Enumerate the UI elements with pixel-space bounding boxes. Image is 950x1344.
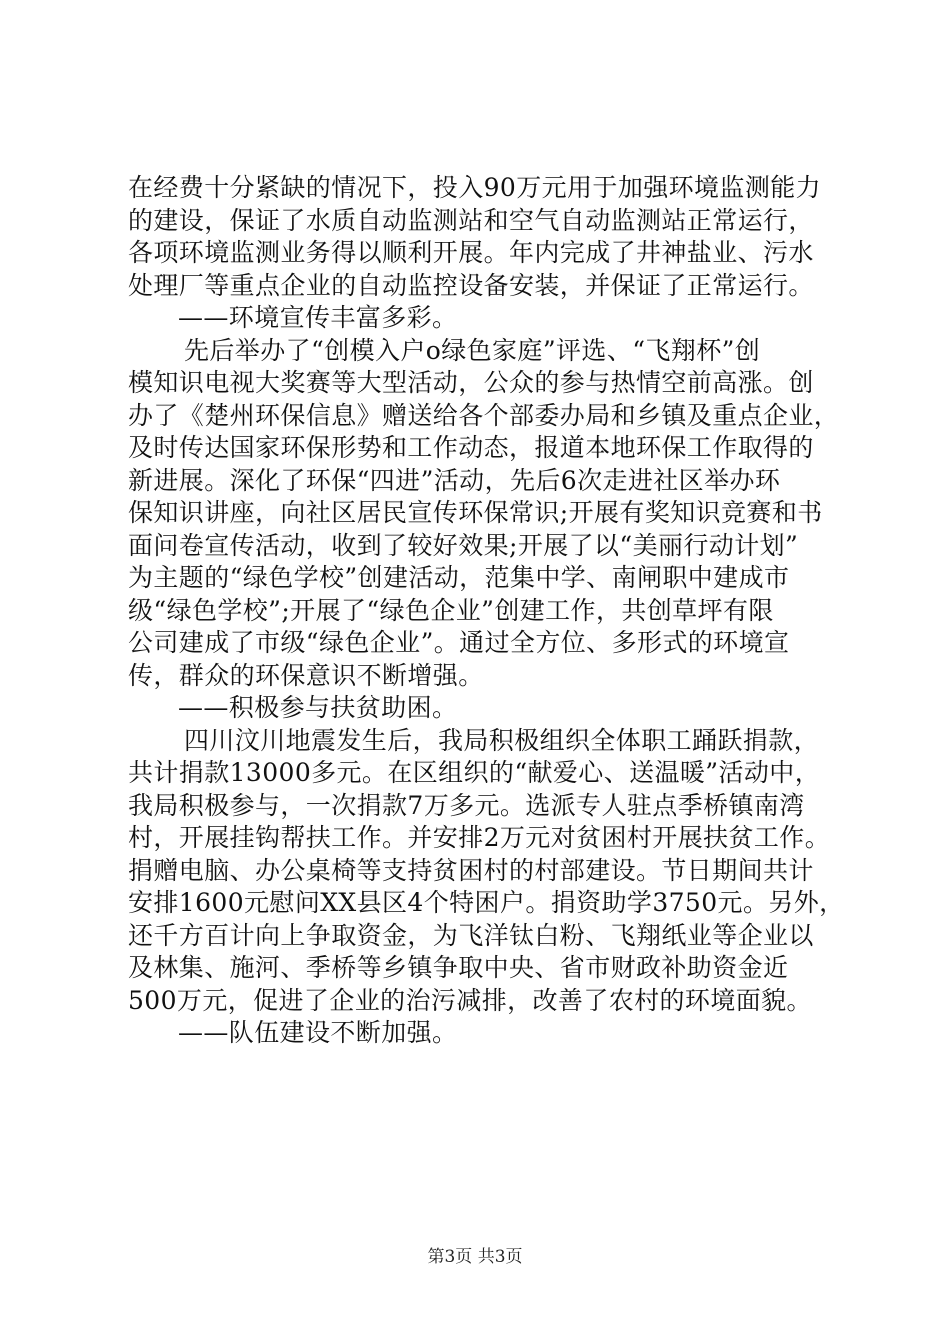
paragraph-line: 保知识讲座，向社区居民宣传环保常识;开展有奖知识竞赛和书 xyxy=(128,498,823,527)
paragraph-line: 共计捐款13000多元。在区组织的“献爱心、送温暖”活动中， xyxy=(128,758,821,787)
paragraph-line: 各项环境监测业务得以顺利开展。年内完成了井神盐业、污水 xyxy=(128,238,814,267)
section-heading: ——环境宣传丰富多彩。 xyxy=(178,303,458,332)
section-heading: ——积极参与扶贫助困。 xyxy=(178,693,458,722)
paragraph-line: 在经费十分紧缺的情况下，投入90万元用于加强环境监测能力 xyxy=(128,173,822,202)
paragraph-line: 级“绿色学校”;开展了“绿色企业”创建工作，共创草坪有限 xyxy=(128,595,774,625)
paragraph-line: 我局积极参与，一次捐款7万多元。选派专人驻点季桥镇南湾 xyxy=(128,790,805,820)
section-heading: ——队伍建设不断加强。 xyxy=(178,1018,458,1047)
page-number-footer: 第3页 共3页 xyxy=(427,1247,523,1267)
paragraph-line: 安排1600元慰问XX县区4个特困户。捐资助学3750元。另外， xyxy=(128,888,845,917)
paragraph-line: 的建设，保证了水质自动监测站和空气自动监测站正常运行， xyxy=(128,205,814,235)
paragraph-line: 还千方百计向上争取资金，为飞洋钛白粉、飞翔纸业等企业以 xyxy=(128,920,814,950)
paragraph-line: 模知识电视大奖赛等大型活动，公众的参与热情空前高涨。创 xyxy=(128,368,814,397)
paragraph-line: 传，群众的环保意识不断增强。 xyxy=(128,660,484,690)
paragraph-line: 四川汶川地震发生后，我局积极组织全体职工踊跃捐款， xyxy=(184,725,820,755)
paragraph-line: 处理厂等重点企业的自动监控设备安装，并保证了正常运行。 xyxy=(128,270,814,300)
paragraph-line: 村，开展挂钩帮扶工作。并安排2万元对贫困村开展扶贫工作。 xyxy=(128,823,831,852)
paragraph-line: 面问卷宣传活动，收到了较好效果;开展了以“美丽行动计划” xyxy=(128,530,799,560)
paragraph-line: 及时传达国家环保形势和工作动态，报道本地环保工作取得的 xyxy=(128,433,814,462)
paragraph-line: 办了《楚州环保信息》赠送给各个部委办局和乡镇及重点企业， xyxy=(128,400,840,430)
paragraph-line: 先后举办了“创模入户o绿色家庭”评选、“飞翔杯”创 xyxy=(184,335,761,365)
paragraph-line: 及林集、施河、季桥等乡镇争取中央、省市财政补助资金近 xyxy=(128,953,789,982)
paragraph-line: 捐赠电脑、办公桌椅等支持贫困村的村部建设。节日期间共计 xyxy=(128,855,814,885)
paragraph-line: 500万元，促进了企业的治污减排，改善了农村的环境面貌。 xyxy=(128,985,812,1015)
paragraph-line: 新进展。深化了环保“四进”活动，先后6次走进社区举办环 xyxy=(128,465,781,495)
document-body xyxy=(128,172,845,1050)
paragraph-line: 公司建成了市级“绿色企业”。通过全方位、多形式的环境宣 xyxy=(128,628,790,657)
paragraph-line: 为主题的“绿色学校”创建活动，范集中学、南闸职中建成市 xyxy=(128,563,790,592)
